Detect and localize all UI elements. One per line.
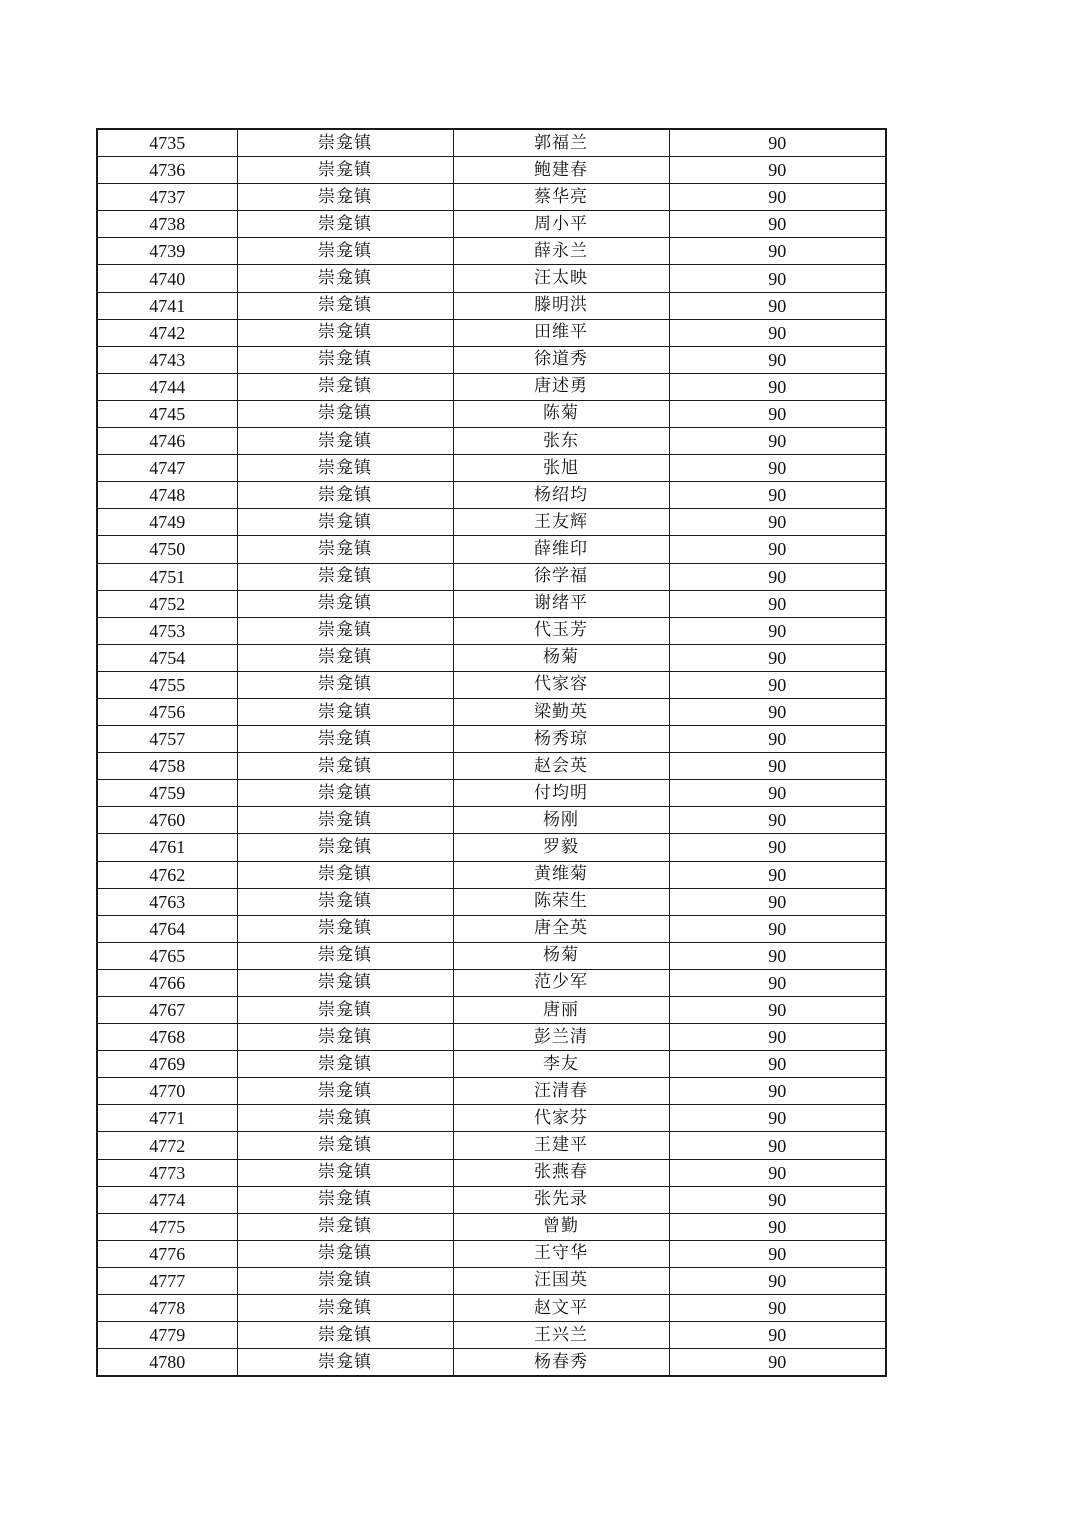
- serial-number-cell: 4749: [97, 509, 237, 536]
- table-row: [97, 482, 886, 509]
- town-cell: 崇龛镇: [237, 644, 453, 671]
- serial-number-cell: 4738: [97, 211, 237, 238]
- town-cell: 崇龛镇: [237, 1159, 453, 1186]
- score-cell: 90: [669, 671, 886, 698]
- score-cell: 90: [669, 726, 886, 753]
- town-cell: 崇龛镇: [237, 888, 453, 915]
- score-cell: 90: [669, 1213, 886, 1240]
- person-name-cell: 汪太映: [453, 265, 669, 292]
- person-name-cell: 陈菊: [453, 400, 669, 427]
- person-name-cell: 王兴兰: [453, 1322, 669, 1349]
- person-name-cell: 薛维印: [453, 536, 669, 563]
- person-name-cell: 黄维菊: [453, 861, 669, 888]
- serial-number-cell: 4757: [97, 726, 237, 753]
- serial-number-cell: 4747: [97, 455, 237, 482]
- roster-body: [97, 129, 886, 1376]
- table-row: [97, 1159, 886, 1186]
- table-row: [97, 157, 886, 184]
- town-cell: 崇龛镇: [237, 1349, 453, 1377]
- table-row: [97, 753, 886, 780]
- person-name-cell: 陈荣生: [453, 888, 669, 915]
- town-cell: 崇龛镇: [237, 1322, 453, 1349]
- serial-number-cell: 4746: [97, 428, 237, 455]
- score-cell: 90: [669, 1105, 886, 1132]
- table-row: [97, 373, 886, 400]
- table-row: [97, 400, 886, 427]
- person-name-cell: 徐道秀: [453, 346, 669, 373]
- serial-number-cell: 4780: [97, 1349, 237, 1377]
- score-cell: 90: [669, 753, 886, 780]
- score-cell: 90: [669, 1186, 886, 1213]
- town-cell: 崇龛镇: [237, 1105, 453, 1132]
- score-cell: 90: [669, 292, 886, 319]
- person-name-cell: 汪国英: [453, 1267, 669, 1294]
- town-cell: 崇龛镇: [237, 671, 453, 698]
- town-cell: 崇龛镇: [237, 509, 453, 536]
- serial-number-cell: 4767: [97, 997, 237, 1024]
- town-cell: 崇龛镇: [237, 1267, 453, 1294]
- town-cell: 崇龛镇: [237, 942, 453, 969]
- table-row: [97, 184, 886, 211]
- person-name-cell: 杨春秀: [453, 1349, 669, 1377]
- score-cell: 90: [669, 563, 886, 590]
- table-row: [97, 238, 886, 265]
- table-row: [97, 698, 886, 725]
- serial-number-cell: 4765: [97, 942, 237, 969]
- town-cell: 崇龛镇: [237, 1295, 453, 1322]
- person-name-cell: 田维平: [453, 319, 669, 346]
- person-name-cell: 代家芬: [453, 1105, 669, 1132]
- serial-number-cell: 4739: [97, 238, 237, 265]
- serial-number-cell: 4744: [97, 373, 237, 400]
- score-cell: 90: [669, 1240, 886, 1267]
- person-name-cell: 徐学福: [453, 563, 669, 590]
- table-row: [97, 319, 886, 346]
- table-row: [97, 428, 886, 455]
- town-cell: 崇龛镇: [237, 726, 453, 753]
- score-cell: 90: [669, 861, 886, 888]
- person-name-cell: 滕明洪: [453, 292, 669, 319]
- score-cell: 90: [669, 1349, 886, 1377]
- serial-number-cell: 4771: [97, 1105, 237, 1132]
- score-cell: 90: [669, 482, 886, 509]
- person-name-cell: 曾勤: [453, 1213, 669, 1240]
- town-cell: 崇龛镇: [237, 915, 453, 942]
- town-cell: 崇龛镇: [237, 807, 453, 834]
- town-cell: 崇龛镇: [237, 617, 453, 644]
- table-row: [97, 726, 886, 753]
- table-row: [97, 671, 886, 698]
- table-row: [97, 536, 886, 563]
- score-cell: 90: [669, 888, 886, 915]
- serial-number-cell: 4740: [97, 265, 237, 292]
- person-name-cell: 张燕春: [453, 1159, 669, 1186]
- score-cell: 90: [669, 1159, 886, 1186]
- town-cell: 崇龛镇: [237, 238, 453, 265]
- serial-number-cell: 4778: [97, 1295, 237, 1322]
- serial-number-cell: 4776: [97, 1240, 237, 1267]
- person-name-cell: 梁勤英: [453, 698, 669, 725]
- town-cell: 崇龛镇: [237, 428, 453, 455]
- score-cell: 90: [669, 780, 886, 807]
- score-cell: 90: [669, 373, 886, 400]
- score-cell: 90: [669, 644, 886, 671]
- serial-number-cell: 4755: [97, 671, 237, 698]
- serial-number-cell: 4743: [97, 346, 237, 373]
- serial-number-cell: 4766: [97, 969, 237, 996]
- table-row: [97, 1078, 886, 1105]
- person-name-cell: 蔡华亮: [453, 184, 669, 211]
- town-cell: 崇龛镇: [237, 1213, 453, 1240]
- table-row: [97, 1349, 886, 1377]
- person-name-cell: 张东: [453, 428, 669, 455]
- score-cell: 90: [669, 129, 886, 157]
- score-cell: 90: [669, 617, 886, 644]
- town-cell: 崇龛镇: [237, 1024, 453, 1051]
- score-cell: 90: [669, 509, 886, 536]
- town-cell: 崇龛镇: [237, 698, 453, 725]
- table-row: [97, 1295, 886, 1322]
- town-cell: 崇龛镇: [237, 969, 453, 996]
- table-row: [97, 1024, 886, 1051]
- person-name-cell: 王友辉: [453, 509, 669, 536]
- table-row: [97, 129, 886, 157]
- town-cell: 崇龛镇: [237, 861, 453, 888]
- table-row: [97, 563, 886, 590]
- serial-number-cell: 4756: [97, 698, 237, 725]
- person-name-cell: 张先录: [453, 1186, 669, 1213]
- score-cell: 90: [669, 1078, 886, 1105]
- town-cell: 崇龛镇: [237, 129, 453, 157]
- table-row: [97, 265, 886, 292]
- roster-table: [96, 128, 887, 1377]
- town-cell: 崇龛镇: [237, 997, 453, 1024]
- town-cell: 崇龛镇: [237, 780, 453, 807]
- person-name-cell: 赵会英: [453, 753, 669, 780]
- table-row: [97, 292, 886, 319]
- town-cell: 崇龛镇: [237, 536, 453, 563]
- town-cell: 崇龛镇: [237, 1051, 453, 1078]
- score-cell: 90: [669, 265, 886, 292]
- table-row: [97, 509, 886, 536]
- table-row: [97, 942, 886, 969]
- table-row: [97, 888, 886, 915]
- serial-number-cell: 4763: [97, 888, 237, 915]
- table-row: [97, 780, 886, 807]
- table-row: [97, 834, 886, 861]
- table-row: [97, 617, 886, 644]
- serial-number-cell: 4770: [97, 1078, 237, 1105]
- table-row: [97, 455, 886, 482]
- town-cell: 崇龛镇: [237, 1186, 453, 1213]
- person-name-cell: 罗毅: [453, 834, 669, 861]
- serial-number-cell: 4752: [97, 590, 237, 617]
- town-cell: 崇龛镇: [237, 1078, 453, 1105]
- score-cell: 90: [669, 1132, 886, 1159]
- serial-number-cell: 4745: [97, 400, 237, 427]
- score-cell: 90: [669, 157, 886, 184]
- table-row: [97, 915, 886, 942]
- town-cell: 崇龛镇: [237, 346, 453, 373]
- person-name-cell: 杨绍均: [453, 482, 669, 509]
- serial-number-cell: 4768: [97, 1024, 237, 1051]
- serial-number-cell: 4741: [97, 292, 237, 319]
- person-name-cell: 付均明: [453, 780, 669, 807]
- person-name-cell: 代家容: [453, 671, 669, 698]
- score-cell: 90: [669, 1322, 886, 1349]
- town-cell: 崇龛镇: [237, 590, 453, 617]
- serial-number-cell: 4764: [97, 915, 237, 942]
- score-cell: 90: [669, 969, 886, 996]
- town-cell: 崇龛镇: [237, 292, 453, 319]
- serial-number-cell: 4760: [97, 807, 237, 834]
- score-cell: 90: [669, 915, 886, 942]
- serial-number-cell: 4742: [97, 319, 237, 346]
- person-name-cell: 王守华: [453, 1240, 669, 1267]
- score-cell: 90: [669, 942, 886, 969]
- town-cell: 崇龛镇: [237, 455, 453, 482]
- person-name-cell: 代玉芳: [453, 617, 669, 644]
- town-cell: 崇龛镇: [237, 482, 453, 509]
- serial-number-cell: 4772: [97, 1132, 237, 1159]
- serial-number-cell: 4750: [97, 536, 237, 563]
- person-name-cell: 汪清春: [453, 1078, 669, 1105]
- score-cell: 90: [669, 211, 886, 238]
- serial-number-cell: 4777: [97, 1267, 237, 1294]
- serial-number-cell: 4758: [97, 753, 237, 780]
- serial-number-cell: 4737: [97, 184, 237, 211]
- table-row: [97, 861, 886, 888]
- person-name-cell: 范少军: [453, 969, 669, 996]
- person-name-cell: 杨菊: [453, 644, 669, 671]
- table-row: [97, 211, 886, 238]
- table-row: [97, 1051, 886, 1078]
- person-name-cell: 谢绪平: [453, 590, 669, 617]
- town-cell: 崇龛镇: [237, 563, 453, 590]
- person-name-cell: 周小平: [453, 211, 669, 238]
- person-name-cell: 赵文平: [453, 1295, 669, 1322]
- score-cell: 90: [669, 997, 886, 1024]
- table-row: [97, 346, 886, 373]
- table-row: [97, 807, 886, 834]
- score-cell: 90: [669, 428, 886, 455]
- table-row: [97, 969, 886, 996]
- town-cell: 崇龛镇: [237, 319, 453, 346]
- score-cell: 90: [669, 238, 886, 265]
- person-name-cell: 张旭: [453, 455, 669, 482]
- score-cell: 90: [669, 590, 886, 617]
- person-name-cell: 王建平: [453, 1132, 669, 1159]
- table-row: [97, 1213, 886, 1240]
- serial-number-cell: 4736: [97, 157, 237, 184]
- table-row: [97, 590, 886, 617]
- town-cell: 崇龛镇: [237, 400, 453, 427]
- table-row: [97, 644, 886, 671]
- person-name-cell: 鲍建春: [453, 157, 669, 184]
- person-name-cell: 唐全英: [453, 915, 669, 942]
- table-row: [97, 1105, 886, 1132]
- score-cell: 90: [669, 1051, 886, 1078]
- town-cell: 崇龛镇: [237, 373, 453, 400]
- score-cell: 90: [669, 834, 886, 861]
- person-name-cell: 唐述勇: [453, 373, 669, 400]
- town-cell: 崇龛镇: [237, 184, 453, 211]
- person-name-cell: 彭兰清: [453, 1024, 669, 1051]
- serial-number-cell: 4762: [97, 861, 237, 888]
- serial-number-cell: 4769: [97, 1051, 237, 1078]
- serial-number-cell: 4748: [97, 482, 237, 509]
- serial-number-cell: 4735: [97, 129, 237, 157]
- town-cell: 崇龛镇: [237, 834, 453, 861]
- town-cell: 崇龛镇: [237, 211, 453, 238]
- person-name-cell: 李友: [453, 1051, 669, 1078]
- town-cell: 崇龛镇: [237, 157, 453, 184]
- person-name-cell: 唐丽: [453, 997, 669, 1024]
- serial-number-cell: 4774: [97, 1186, 237, 1213]
- serial-number-cell: 4753: [97, 617, 237, 644]
- table-row: [97, 1132, 886, 1159]
- serial-number-cell: 4773: [97, 1159, 237, 1186]
- score-cell: 90: [669, 400, 886, 427]
- table-row: [97, 1322, 886, 1349]
- serial-number-cell: 4754: [97, 644, 237, 671]
- person-name-cell: 杨菊: [453, 942, 669, 969]
- town-cell: 崇龛镇: [237, 753, 453, 780]
- score-cell: 90: [669, 1024, 886, 1051]
- table-row: [97, 1267, 886, 1294]
- person-name-cell: 郭福兰: [453, 129, 669, 157]
- score-cell: 90: [669, 1267, 886, 1294]
- town-cell: 崇龛镇: [237, 1132, 453, 1159]
- town-cell: 崇龛镇: [237, 1240, 453, 1267]
- score-cell: 90: [669, 807, 886, 834]
- score-cell: 90: [669, 346, 886, 373]
- table-row: [97, 997, 886, 1024]
- serial-number-cell: 4775: [97, 1213, 237, 1240]
- serial-number-cell: 4751: [97, 563, 237, 590]
- score-cell: 90: [669, 698, 886, 725]
- serial-number-cell: 4779: [97, 1322, 237, 1349]
- table-row: [97, 1240, 886, 1267]
- person-name-cell: 杨刚: [453, 807, 669, 834]
- score-cell: 90: [669, 184, 886, 211]
- person-name-cell: 杨秀琼: [453, 726, 669, 753]
- town-cell: 崇龛镇: [237, 265, 453, 292]
- serial-number-cell: 4761: [97, 834, 237, 861]
- score-cell: 90: [669, 536, 886, 563]
- person-name-cell: 薛永兰: [453, 238, 669, 265]
- score-cell: 90: [669, 1295, 886, 1322]
- serial-number-cell: 4759: [97, 780, 237, 807]
- table-row: [97, 1186, 886, 1213]
- score-cell: 90: [669, 455, 886, 482]
- score-cell: 90: [669, 319, 886, 346]
